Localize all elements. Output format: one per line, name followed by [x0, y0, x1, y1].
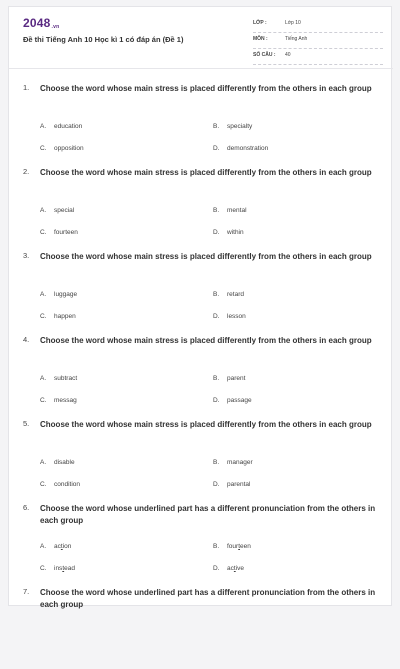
question-1: 1. Choose the word whose main stress is placed differently from the others in each group A. education B. specialty C. opposition D. demonstration [9, 81, 393, 165]
option-a[interactable]: A. disable [40, 459, 75, 466]
question-7: 7. Choose the word whose underlined part has a different pronunciation from the others in each group [9, 585, 393, 669]
option-b[interactable]: B. manager [213, 459, 253, 466]
question-list [9, 81, 393, 669]
question-text: Choose the word whose main stress is placed differently from the others in each group [40, 168, 372, 177]
underlined-part: t [238, 543, 241, 550]
option-d[interactable]: D. parental [213, 481, 251, 488]
option-d[interactable]: D. lesson [213, 313, 246, 320]
option-c[interactable]: C. messag [40, 397, 77, 404]
option-b[interactable]: B. parent [213, 375, 246, 382]
question-text: Choose the word whose main stress is placed differently from the others in each group [40, 420, 372, 429]
meta-row-class: LỚP : Lớp 10 [253, 17, 383, 33]
option-a[interactable]: A. special [40, 207, 75, 214]
option-c[interactable]: C. fourteen [40, 229, 78, 236]
question-text: Choose the word whose underlined part has a different pronunciation from the others in each group [40, 504, 376, 525]
option-a[interactable]: A. action [40, 543, 72, 550]
document-title: Đề thi Tiếng Anh 10 Học kì 1 có đáp án (Đề 1) [23, 35, 184, 44]
question-2: 2. Choose the word whose main stress is placed differently from the others in each group A. special B. mental C. fourteen D. within [9, 165, 393, 249]
question-text: Choose the word whose main stress is placed differently from the others in each group [40, 252, 372, 261]
meta-row-subject: MÔN : Tiếng Anh [253, 33, 383, 49]
question-text: Choose the word whose underlined part has a different pronunciation from the others in each group [40, 588, 376, 609]
option-c[interactable]: C. opposition [40, 145, 84, 152]
option-b[interactable]: B. specialty [213, 123, 253, 130]
exam-meta [253, 17, 383, 65]
site-logo[interactable]: 2048.vn [23, 16, 60, 30]
question-6: 6. Choose the word whose underlined part has a different pronunciation from the others in each group A. action B. fourteen C. instead D. active [9, 501, 393, 585]
option-c[interactable]: C. condition [40, 481, 81, 488]
question-3: 3. Choose the word whose main stress is placed differently from the others in each group A. luggage B. retard C. happen D. lesson [9, 249, 393, 333]
underlined-part: t [60, 543, 63, 550]
question-4: 4. Choose the word whose main stress is placed differently from the others in each group A. subtract B. parent C. messag D. passage [9, 333, 393, 417]
document-page [8, 6, 392, 609]
option-a[interactable]: A. luggage [40, 291, 78, 298]
meta-row-count: SỐ CÂU : 40 [253, 49, 383, 65]
option-b[interactable]: B. fourteen [213, 543, 251, 550]
option-c[interactable]: C. happen [40, 313, 76, 320]
question-text: Choose the word whose main stress is placed differently from the others in each group [40, 336, 372, 345]
option-d[interactable]: D. active [213, 565, 244, 572]
question-text: Choose the word whose main stress is placed differently from the others in each group [40, 84, 372, 93]
question-5: 5. Choose the word whose main stress is placed differently from the others in each group A. disable B. manager C. condition D. parental [9, 417, 393, 501]
option-d[interactable]: D. passage [213, 397, 252, 404]
option-d[interactable]: D. within [213, 229, 244, 236]
underlined-part: t [233, 565, 236, 572]
option-b[interactable]: B. retard [213, 291, 244, 298]
underlined-part: t [62, 565, 65, 572]
option-c[interactable]: C. instead [40, 565, 75, 572]
option-a[interactable]: A. subtract [40, 375, 78, 382]
option-d[interactable]: D. demonstration [213, 145, 269, 152]
option-b[interactable]: B. mental [213, 207, 247, 214]
document-header [9, 7, 393, 69]
option-a[interactable]: A. education [40, 123, 83, 130]
